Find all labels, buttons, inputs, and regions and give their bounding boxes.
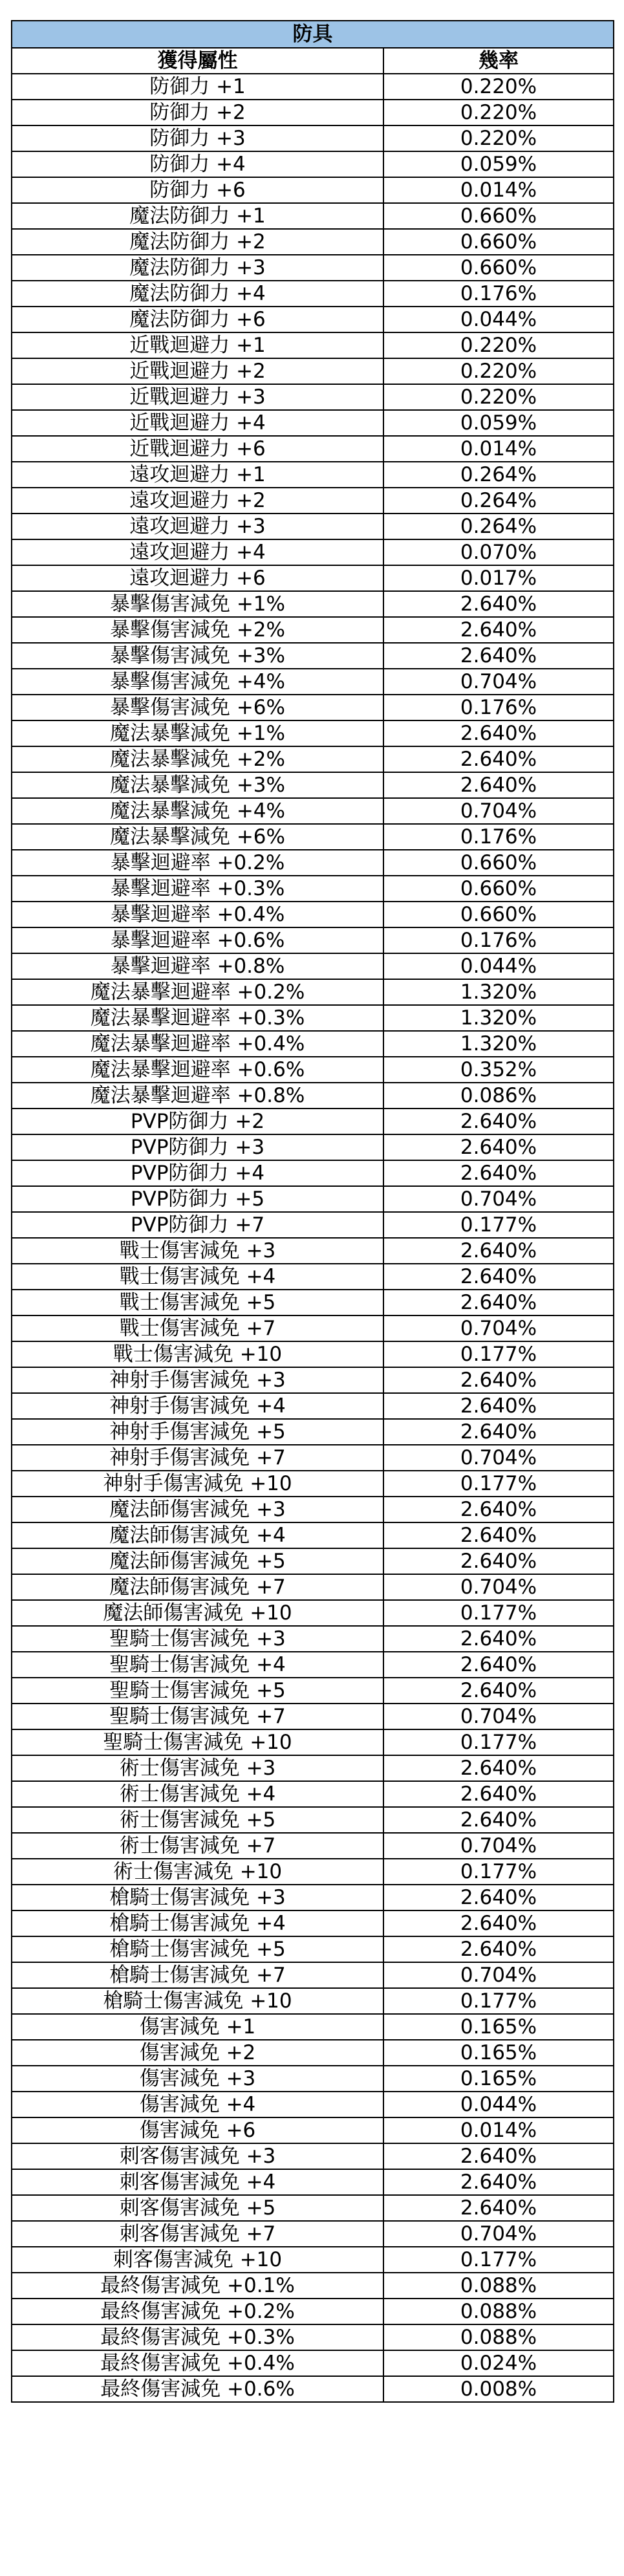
table-row bbox=[12, 358, 614, 384]
table-row bbox=[12, 1781, 614, 1807]
rate-cell: 0.044% bbox=[383, 2092, 614, 2117]
rate-cell: 0.704% bbox=[383, 1186, 614, 1212]
table-row bbox=[12, 1290, 614, 1315]
rate-cell: 0.176% bbox=[383, 695, 614, 720]
rate-cell: 2.640% bbox=[383, 591, 614, 617]
rate-cell: 0.220% bbox=[383, 74, 614, 100]
table-row bbox=[12, 1652, 614, 1678]
table-row bbox=[12, 1393, 614, 1419]
table-row bbox=[12, 2195, 614, 2221]
table-row bbox=[12, 565, 614, 591]
rate-cell: 0.704% bbox=[383, 1574, 614, 1600]
table-row bbox=[12, 2092, 614, 2117]
attribute-cell: 聖騎士傷害減免 +10 bbox=[12, 1729, 383, 1755]
attribute-cell: 防御力 +1 bbox=[12, 74, 383, 100]
table-row bbox=[12, 462, 614, 488]
attribute-cell: 術士傷害減免 +7 bbox=[12, 1833, 383, 1859]
table-row bbox=[12, 617, 614, 643]
attribute-cell: 防御力 +2 bbox=[12, 100, 383, 125]
attribute-cell: 聖騎士傷害減免 +4 bbox=[12, 1652, 383, 1678]
attribute-cell: PVP防御力 +5 bbox=[12, 1186, 383, 1212]
table-row bbox=[12, 1445, 614, 1471]
attribute-cell: 防御力 +3 bbox=[12, 125, 383, 151]
rate-cell: 2.640% bbox=[383, 746, 614, 772]
attribute-cell: 暴擊傷害減免 +2% bbox=[12, 617, 383, 643]
table-row bbox=[12, 1341, 614, 1367]
rate-cell: 0.177% bbox=[383, 2247, 614, 2273]
attribute-cell: 遠攻迴避力 +6 bbox=[12, 565, 383, 591]
table-row bbox=[12, 410, 614, 436]
rate-cell: 2.640% bbox=[383, 1367, 614, 1393]
attribute-cell: 魔法暴擊減免 +2% bbox=[12, 746, 383, 772]
attribute-cell: 傷害減免 +2 bbox=[12, 2040, 383, 2066]
probability-table bbox=[11, 20, 614, 2403]
table-row bbox=[12, 125, 614, 151]
attribute-cell: 魔法暴擊迴避率 +0.6% bbox=[12, 1057, 383, 1083]
table-row bbox=[12, 1005, 614, 1031]
rate-cell: 0.165% bbox=[383, 2066, 614, 2092]
table-row bbox=[12, 1264, 614, 1290]
rate-cell: 0.177% bbox=[383, 1341, 614, 1367]
rate-cell: 0.165% bbox=[383, 2014, 614, 2040]
attribute-cell: 戰士傷害減免 +3 bbox=[12, 1238, 383, 1264]
rate-cell: 2.640% bbox=[383, 1910, 614, 1936]
rate-cell: 0.176% bbox=[383, 281, 614, 307]
table-row bbox=[12, 643, 614, 669]
attribute-cell: 魔法師傷害減免 +4 bbox=[12, 1522, 383, 1548]
table-row bbox=[12, 927, 614, 953]
attribute-cell: 戰士傷害減免 +10 bbox=[12, 1341, 383, 1367]
table-row bbox=[12, 1704, 614, 1729]
table-row bbox=[12, 1910, 614, 1936]
table-row bbox=[12, 229, 614, 255]
attribute-cell: 最終傷害減免 +0.4% bbox=[12, 2350, 383, 2376]
rate-cell: 0.008% bbox=[383, 2376, 614, 2402]
attribute-cell: 近戰迴避力 +6 bbox=[12, 436, 383, 462]
attribute-cell: 術士傷害減免 +3 bbox=[12, 1755, 383, 1781]
attribute-cell: 槍騎士傷害減免 +10 bbox=[12, 1988, 383, 2014]
rate-cell: 0.177% bbox=[383, 1729, 614, 1755]
table-row bbox=[12, 255, 614, 281]
table-row bbox=[12, 669, 614, 695]
attribute-cell: 魔法暴擊減免 +1% bbox=[12, 720, 383, 746]
rate-cell: 0.704% bbox=[383, 2221, 614, 2247]
column-header-attribute: 獲得屬性 bbox=[12, 48, 383, 74]
rate-cell: 2.640% bbox=[383, 2143, 614, 2169]
table-row bbox=[12, 1134, 614, 1160]
attribute-cell: 暴擊傷害減免 +6% bbox=[12, 695, 383, 720]
rate-cell: 0.704% bbox=[383, 1833, 614, 1859]
attribute-cell: 刺客傷害減免 +7 bbox=[12, 2221, 383, 2247]
table-row bbox=[12, 2040, 614, 2066]
attribute-cell: 聖騎士傷害減免 +3 bbox=[12, 1626, 383, 1652]
table-row bbox=[12, 1988, 614, 2014]
rate-cell: 0.704% bbox=[383, 1704, 614, 1729]
rate-cell: 2.640% bbox=[383, 2169, 614, 2195]
attribute-cell: 魔法師傷害減免 +3 bbox=[12, 1497, 383, 1522]
attribute-cell: 魔法暴擊減免 +3% bbox=[12, 772, 383, 798]
table-body bbox=[12, 74, 614, 2402]
rate-cell: 0.088% bbox=[383, 2299, 614, 2324]
attribute-cell: 暴擊迴避率 +0.4% bbox=[12, 902, 383, 927]
table-row bbox=[12, 2143, 614, 2169]
table-row bbox=[12, 1885, 614, 1910]
table-row bbox=[12, 1367, 614, 1393]
table-row bbox=[12, 1212, 614, 1238]
table-row bbox=[12, 1833, 614, 1859]
rate-cell: 0.086% bbox=[383, 1083, 614, 1109]
attribute-cell: 傷害減免 +6 bbox=[12, 2117, 383, 2143]
attribute-cell: 防御力 +6 bbox=[12, 177, 383, 203]
table-row bbox=[12, 307, 614, 332]
rate-cell: 2.640% bbox=[383, 643, 614, 669]
rate-cell: 2.640% bbox=[383, 1548, 614, 1574]
attribute-cell: 魔法師傷害減免 +5 bbox=[12, 1548, 383, 1574]
rate-cell: 0.220% bbox=[383, 125, 614, 151]
table-row bbox=[12, 332, 614, 358]
table-row bbox=[12, 1083, 614, 1109]
rate-cell: 0.059% bbox=[383, 410, 614, 436]
attribute-cell: 最終傷害減免 +0.3% bbox=[12, 2324, 383, 2350]
attribute-cell: PVP防御力 +7 bbox=[12, 1212, 383, 1238]
attribute-cell: 遠攻迴避力 +4 bbox=[12, 539, 383, 565]
attribute-cell: 神射手傷害減免 +10 bbox=[12, 1471, 383, 1497]
table-row bbox=[12, 1057, 614, 1083]
attribute-cell: 傷害減免 +4 bbox=[12, 2092, 383, 2117]
rate-cell: 0.014% bbox=[383, 177, 614, 203]
attribute-cell: 遠攻迴避力 +1 bbox=[12, 462, 383, 488]
attribute-cell: 近戰迴避力 +3 bbox=[12, 384, 383, 410]
rate-cell: 0.176% bbox=[383, 927, 614, 953]
table-row bbox=[12, 1419, 614, 1445]
table-row bbox=[12, 1160, 614, 1186]
table-row bbox=[12, 1729, 614, 1755]
attribute-cell: 暴擊迴避率 +0.2% bbox=[12, 850, 383, 876]
table-row bbox=[12, 2273, 614, 2299]
attribute-cell: PVP防御力 +4 bbox=[12, 1160, 383, 1186]
table-row bbox=[12, 1807, 614, 1833]
rate-cell: 2.640% bbox=[383, 617, 614, 643]
rate-cell: 0.176% bbox=[383, 824, 614, 850]
attribute-cell: 暴擊傷害減免 +1% bbox=[12, 591, 383, 617]
rate-cell: 0.352% bbox=[383, 1057, 614, 1083]
rate-cell: 0.059% bbox=[383, 151, 614, 177]
rate-cell: 0.264% bbox=[383, 514, 614, 539]
attribute-cell: 暴擊傷害減免 +3% bbox=[12, 643, 383, 669]
rate-cell: 2.640% bbox=[383, 1264, 614, 1290]
attribute-cell: 遠攻迴避力 +3 bbox=[12, 514, 383, 539]
attribute-cell: 戰士傷害減免 +4 bbox=[12, 1264, 383, 1290]
table-row bbox=[12, 177, 614, 203]
table-row bbox=[12, 746, 614, 772]
attribute-cell: 魔法暴擊減免 +4% bbox=[12, 798, 383, 824]
rate-cell: 0.044% bbox=[383, 953, 614, 979]
attribute-cell: 最終傷害減免 +0.6% bbox=[12, 2376, 383, 2402]
table-row bbox=[12, 488, 614, 514]
attribute-cell: 魔法暴擊迴避率 +0.8% bbox=[12, 1083, 383, 1109]
rate-cell: 2.640% bbox=[383, 1109, 614, 1134]
table-row bbox=[12, 1626, 614, 1652]
rate-cell: 0.024% bbox=[383, 2350, 614, 2376]
attribute-cell: 戰士傷害減免 +7 bbox=[12, 1315, 383, 1341]
attribute-cell: 暴擊迴避率 +0.8% bbox=[12, 953, 383, 979]
attribute-cell: 術士傷害減免 +10 bbox=[12, 1859, 383, 1885]
table-row bbox=[12, 772, 614, 798]
rate-cell: 0.177% bbox=[383, 1859, 614, 1885]
attribute-cell: 暴擊迴避率 +0.3% bbox=[12, 876, 383, 902]
attribute-cell: 遠攻迴避力 +2 bbox=[12, 488, 383, 514]
rate-cell: 0.220% bbox=[383, 332, 614, 358]
table-row bbox=[12, 1962, 614, 1988]
title-row bbox=[12, 21, 614, 48]
rate-cell: 0.220% bbox=[383, 384, 614, 410]
table-row bbox=[12, 1678, 614, 1704]
rate-cell: 2.640% bbox=[383, 772, 614, 798]
rate-cell: 0.704% bbox=[383, 798, 614, 824]
attribute-cell: 聖騎士傷害減免 +7 bbox=[12, 1704, 383, 1729]
attribute-cell: 刺客傷害減免 +5 bbox=[12, 2195, 383, 2221]
table-row bbox=[12, 1548, 614, 1574]
rate-cell: 0.704% bbox=[383, 669, 614, 695]
column-header-rate: 幾率 bbox=[383, 48, 614, 74]
table-row bbox=[12, 1471, 614, 1497]
attribute-cell: 傷害減免 +1 bbox=[12, 2014, 383, 2040]
table-row bbox=[12, 514, 614, 539]
attribute-cell: 魔法暴擊減免 +6% bbox=[12, 824, 383, 850]
rate-cell: 2.640% bbox=[383, 1238, 614, 1264]
attribute-cell: 刺客傷害減免 +4 bbox=[12, 2169, 383, 2195]
rate-cell: 0.014% bbox=[383, 2117, 614, 2143]
table-row bbox=[12, 798, 614, 824]
rate-cell: 0.660% bbox=[383, 850, 614, 876]
table-row bbox=[12, 850, 614, 876]
attribute-cell: 魔法暴擊迴避率 +0.3% bbox=[12, 1005, 383, 1031]
table-row bbox=[12, 720, 614, 746]
table-row bbox=[12, 281, 614, 307]
table-row bbox=[12, 100, 614, 125]
attribute-cell: 戰士傷害減免 +5 bbox=[12, 1290, 383, 1315]
rate-cell: 0.014% bbox=[383, 436, 614, 462]
table-row bbox=[12, 1859, 614, 1885]
rate-cell: 0.044% bbox=[383, 307, 614, 332]
table-row bbox=[12, 436, 614, 462]
attribute-cell: 刺客傷害減免 +3 bbox=[12, 2143, 383, 2169]
table-row bbox=[12, 1186, 614, 1212]
table-row bbox=[12, 2376, 614, 2402]
attribute-cell: 魔法師傷害減免 +10 bbox=[12, 1600, 383, 1626]
rate-cell: 2.640% bbox=[383, 1393, 614, 1419]
rate-cell: 2.640% bbox=[383, 1678, 614, 1704]
table-row bbox=[12, 2066, 614, 2092]
attribute-cell: 槍騎士傷害減免 +5 bbox=[12, 1936, 383, 1962]
attribute-cell: 魔法防御力 +4 bbox=[12, 281, 383, 307]
rate-cell: 0.177% bbox=[383, 1471, 614, 1497]
rate-cell: 0.704% bbox=[383, 1962, 614, 1988]
attribute-cell: 魔法暴擊迴避率 +0.4% bbox=[12, 1031, 383, 1057]
rate-cell: 2.640% bbox=[383, 1134, 614, 1160]
rate-cell: 0.177% bbox=[383, 1988, 614, 2014]
rate-cell: 0.177% bbox=[383, 1600, 614, 1626]
rate-cell: 2.640% bbox=[383, 1781, 614, 1807]
attribute-cell: 槍騎士傷害減免 +4 bbox=[12, 1910, 383, 1936]
table-row bbox=[12, 384, 614, 410]
table-row bbox=[12, 1574, 614, 1600]
table-row bbox=[12, 2169, 614, 2195]
rate-cell: 2.640% bbox=[383, 1807, 614, 1833]
table-row bbox=[12, 1522, 614, 1548]
attribute-cell: 聖騎士傷害減免 +5 bbox=[12, 1678, 383, 1704]
table-row bbox=[12, 902, 614, 927]
attribute-cell: 術士傷害減免 +5 bbox=[12, 1807, 383, 1833]
attribute-cell: 近戰迴避力 +4 bbox=[12, 410, 383, 436]
attribute-cell: 槍騎士傷害減免 +7 bbox=[12, 1962, 383, 1988]
attribute-cell: 術士傷害減免 +4 bbox=[12, 1781, 383, 1807]
rate-cell: 2.640% bbox=[383, 1936, 614, 1962]
attribute-cell: 暴擊傷害減免 +4% bbox=[12, 669, 383, 695]
attribute-cell: 魔法防御力 +3 bbox=[12, 255, 383, 281]
rate-cell: 0.660% bbox=[383, 203, 614, 229]
attribute-cell: 傷害減免 +3 bbox=[12, 2066, 383, 2092]
rate-cell: 2.640% bbox=[383, 1626, 614, 1652]
attribute-cell: 刺客傷害減免 +10 bbox=[12, 2247, 383, 2273]
rate-cell: 0.088% bbox=[383, 2324, 614, 2350]
table-row bbox=[12, 824, 614, 850]
rate-cell: 1.320% bbox=[383, 1031, 614, 1057]
table-row bbox=[12, 2221, 614, 2247]
table-row bbox=[12, 1109, 614, 1134]
attribute-cell: 魔法暴擊迴避率 +0.2% bbox=[12, 979, 383, 1005]
table-row bbox=[12, 2324, 614, 2350]
attribute-cell: 魔法防御力 +6 bbox=[12, 307, 383, 332]
rate-cell: 0.264% bbox=[383, 462, 614, 488]
table-row bbox=[12, 2014, 614, 2040]
rate-cell: 0.017% bbox=[383, 565, 614, 591]
table-row bbox=[12, 1600, 614, 1626]
rate-cell: 0.660% bbox=[383, 229, 614, 255]
table-row bbox=[12, 1755, 614, 1781]
table-row bbox=[12, 1315, 614, 1341]
rate-cell: 0.088% bbox=[383, 2273, 614, 2299]
rate-cell: 2.640% bbox=[383, 1497, 614, 1522]
header-row bbox=[12, 48, 614, 74]
attribute-cell: 最終傷害減免 +0.1% bbox=[12, 2273, 383, 2299]
attribute-cell: 魔法師傷害減免 +7 bbox=[12, 1574, 383, 1600]
rate-cell: 2.640% bbox=[383, 1290, 614, 1315]
table-row bbox=[12, 876, 614, 902]
rate-cell: 0.220% bbox=[383, 358, 614, 384]
table-row bbox=[12, 1936, 614, 1962]
attribute-cell: 暴擊迴避率 +0.6% bbox=[12, 927, 383, 953]
attribute-cell: PVP防御力 +3 bbox=[12, 1134, 383, 1160]
rate-cell: 0.704% bbox=[383, 1445, 614, 1471]
table-row bbox=[12, 1238, 614, 1264]
table-title: 防具 bbox=[12, 21, 614, 48]
rate-cell: 2.640% bbox=[383, 1522, 614, 1548]
rate-cell: 2.640% bbox=[383, 1419, 614, 1445]
attribute-cell: 魔法防御力 +1 bbox=[12, 203, 383, 229]
rate-cell: 2.640% bbox=[383, 1885, 614, 1910]
table-row bbox=[12, 539, 614, 565]
rate-cell: 0.165% bbox=[383, 2040, 614, 2066]
attribute-cell: 槍騎士傷害減免 +3 bbox=[12, 1885, 383, 1910]
attribute-cell: 神射手傷害減免 +5 bbox=[12, 1419, 383, 1445]
table-row bbox=[12, 953, 614, 979]
attribute-cell: 神射手傷害減免 +7 bbox=[12, 1445, 383, 1471]
attribute-cell: 防御力 +4 bbox=[12, 151, 383, 177]
rate-cell: 2.640% bbox=[383, 1755, 614, 1781]
rate-cell: 2.640% bbox=[383, 720, 614, 746]
rate-cell: 0.177% bbox=[383, 1212, 614, 1238]
rate-cell: 0.660% bbox=[383, 255, 614, 281]
table-row bbox=[12, 1497, 614, 1522]
attribute-cell: 最終傷害減免 +0.2% bbox=[12, 2299, 383, 2324]
rate-cell: 2.640% bbox=[383, 1160, 614, 1186]
table-row bbox=[12, 2117, 614, 2143]
rate-cell: 0.220% bbox=[383, 100, 614, 125]
table-row bbox=[12, 2350, 614, 2376]
attribute-cell: 神射手傷害減免 +3 bbox=[12, 1367, 383, 1393]
table-row bbox=[12, 151, 614, 177]
attribute-cell: 魔法防御力 +2 bbox=[12, 229, 383, 255]
rate-cell: 1.320% bbox=[383, 1005, 614, 1031]
table-row bbox=[12, 2299, 614, 2324]
table-row bbox=[12, 591, 614, 617]
rate-cell: 0.660% bbox=[383, 876, 614, 902]
table-row bbox=[12, 2247, 614, 2273]
attribute-cell: PVP防御力 +2 bbox=[12, 1109, 383, 1134]
attribute-cell: 近戰迴避力 +2 bbox=[12, 358, 383, 384]
rate-cell: 0.704% bbox=[383, 1315, 614, 1341]
rate-cell: 2.640% bbox=[383, 2195, 614, 2221]
table-row bbox=[12, 74, 614, 100]
table-row bbox=[12, 203, 614, 229]
attribute-cell: 神射手傷害減免 +4 bbox=[12, 1393, 383, 1419]
rate-cell: 0.660% bbox=[383, 902, 614, 927]
attribute-cell: 近戰迴避力 +1 bbox=[12, 332, 383, 358]
rate-cell: 0.264% bbox=[383, 488, 614, 514]
table-row bbox=[12, 695, 614, 720]
rate-cell: 2.640% bbox=[383, 1652, 614, 1678]
table-row bbox=[12, 1031, 614, 1057]
table-row bbox=[12, 979, 614, 1005]
rate-cell: 1.320% bbox=[383, 979, 614, 1005]
rate-cell: 0.070% bbox=[383, 539, 614, 565]
